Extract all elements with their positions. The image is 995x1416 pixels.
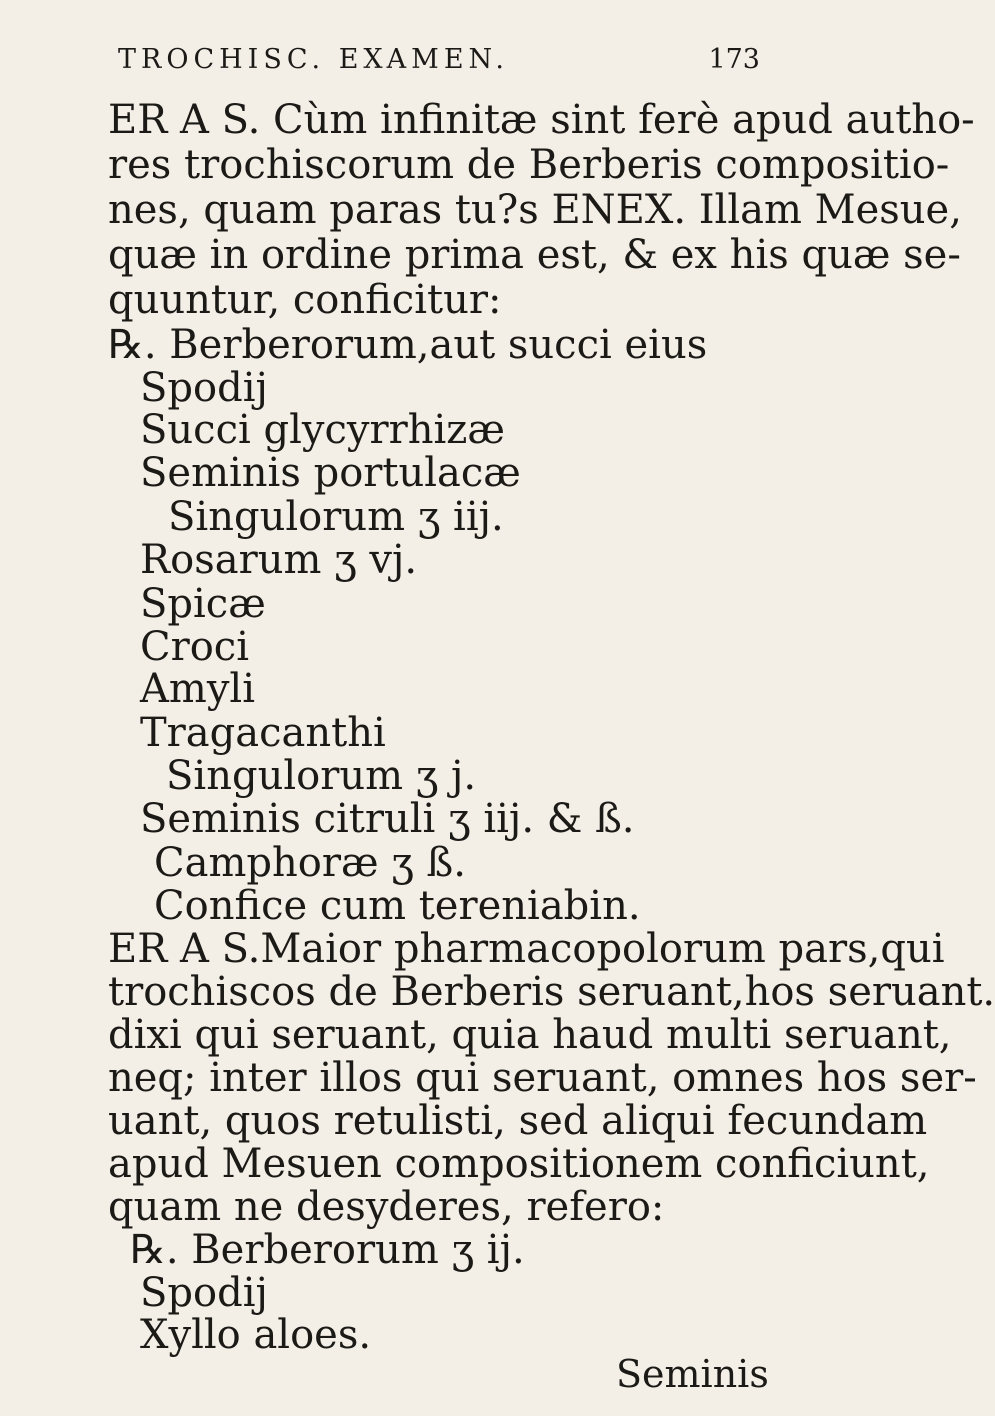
ingredient-line: Xyllo aloes. xyxy=(140,1312,372,1358)
ingredient-line: Spicæ xyxy=(140,581,266,627)
ingredient-line: Spodij xyxy=(140,365,268,411)
text-line: nes, quam paras tu?s ENEX. Illam Mesue, xyxy=(108,187,962,233)
page-number: 173 xyxy=(708,44,760,75)
ingredient-line: Succi glycyrrhizæ xyxy=(140,407,505,453)
text-line: ER A S. Cùm infinitæ sint ferè apud autho- xyxy=(108,97,975,143)
running-head: TROCHISC. EXAMEN. xyxy=(118,44,510,75)
text-line: res trochiscorum de Berberis compositio- xyxy=(108,142,950,188)
ingredient-line: Camphoræ ʒ ß. xyxy=(154,840,466,886)
ingredient-line: Croci xyxy=(140,624,250,670)
catchword: Seminis xyxy=(616,1352,769,1396)
ingredient-line: Spodij xyxy=(140,1270,268,1316)
text-line: trochiscos de Berberis seruant,hos seruant. xyxy=(108,969,995,1015)
text-line: quæ in ordine prima est, & ex his quæ se- xyxy=(108,232,961,278)
text-line: ER A S.Maior pharmacopolorum pars,qui xyxy=(108,926,945,972)
text-line: quuntur, conficitur: xyxy=(108,277,502,323)
text-line: uant, quos retulisti, sed aliqui fecundam xyxy=(108,1098,928,1144)
text-line: apud Mesuen compositionem conficiunt, xyxy=(108,1141,930,1187)
text-line: quam ne desyderes, refero: xyxy=(108,1184,665,1230)
ingredient-line: Seminis portulacæ xyxy=(140,450,521,496)
recipe-line: ℞. Berberorum ʒ ij. xyxy=(130,1227,525,1273)
ingredient-line: Amyli xyxy=(140,666,255,712)
text-line: neq; inter illos qui seruant, omnes hos ser- xyxy=(108,1055,977,1101)
instruction-line: Confice cum tereniabin. xyxy=(154,883,641,929)
page-header xyxy=(118,44,760,84)
quantity-line: Singulorum ʒ j. xyxy=(166,753,477,799)
text-line: dixi qui seruant, quia haud multi seruant, xyxy=(108,1012,952,1058)
ingredient-line: Seminis citruli ʒ iij. & ß. xyxy=(140,796,635,842)
quantity-line: Singulorum ʒ iij. xyxy=(168,494,504,540)
ingredient-line: Tragacanthi xyxy=(140,710,386,756)
recipe-line: ℞. Berberorum,aut succi eius xyxy=(108,322,708,368)
ingredient-line: Rosarum ʒ vj. xyxy=(140,537,418,583)
